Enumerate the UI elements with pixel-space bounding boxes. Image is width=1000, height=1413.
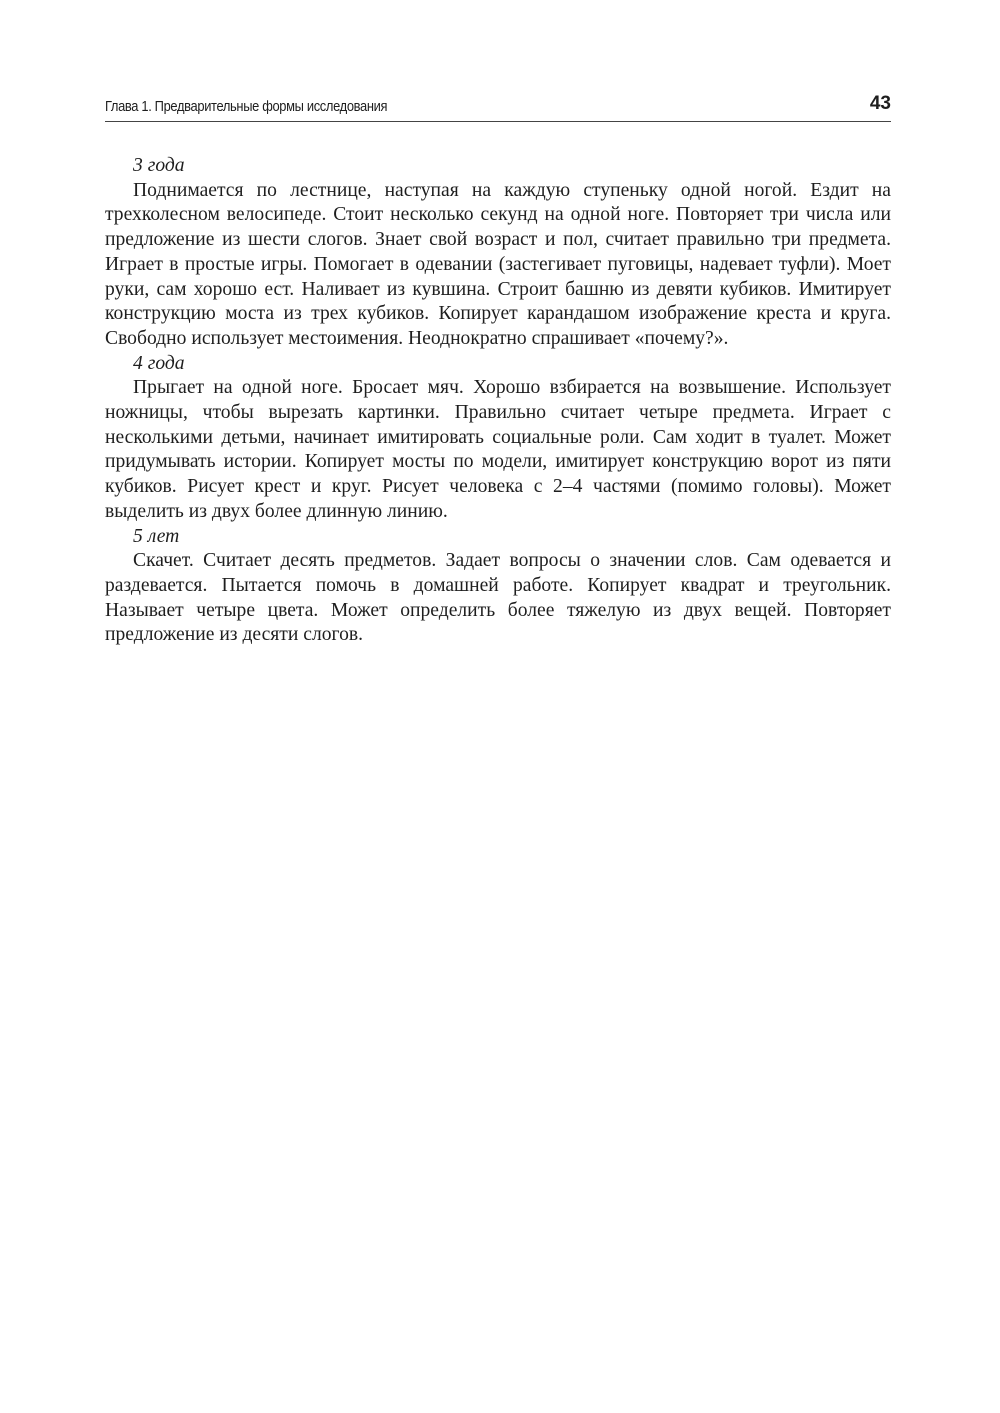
page-number: 43	[869, 93, 891, 114]
body-paragraph: Прыгает на одной ноге. Бросает мяч. Хорошо взбирается на возвышение. Использует ножницы, чтобы вырезать картинки. Правильно считает четыре предмета. Играет с несколькими детьми, начинает имитировать социальные роли. Сам ходит в туалет. Может придумывать истории. Копирует мосты по модели, имитирует конструкцию ворот из пяти кубиков. Рисует крест и круг. Рисует человека с 2–4 частями (помимо головы). Может выделить из двух более длинную линию.	[105, 377, 891, 522]
chapter-title: Глава 1. Предварительные формы исследования	[105, 98, 388, 115]
age-heading: 3 года	[133, 155, 185, 176]
section-4-years	[105, 352, 891, 525]
body-paragraph: Поднимается по лестнице, наступая на каждую ступеньку одной ногой. Ездит на трехколесном велосипеде. Стоит несколько секунд на одной ноге. Повторяет три числа или предложение из шести слогов. Знает свой возраст и пол, считает правильно три предмета. Играет в простые игры. Помогает в одевании (застегивает пуговицы, надевает туфли). Моет руки, сам хорошо ест. Наливает из кувшина. Строит башню из девяти кубиков. Имитирует конструкцию моста из трех кубиков. Копирует карандашом изображение креста и круга. Свободно использует местоимения. Неоднократно спрашивает «почему?».	[105, 179, 891, 349]
age-heading: 5 лет	[133, 525, 180, 547]
book-page	[105, 0, 891, 1413]
body-paragraph: Скачет. Считает десять предметов. Задает вопросы о значении слов. Сам одевается и раздевается. Пытается помочь в домашней работе. Копирует квадрат и треугольник. Называет четыре цвета. Может определить более тяжелую из двух вещей. Повторяет предложение из десяти слогов.	[105, 550, 891, 646]
page-body	[105, 154, 891, 648]
section-3-years	[105, 154, 891, 352]
age-heading: 4 года	[133, 352, 185, 374]
running-header	[105, 92, 891, 122]
section-5-years	[105, 525, 891, 649]
